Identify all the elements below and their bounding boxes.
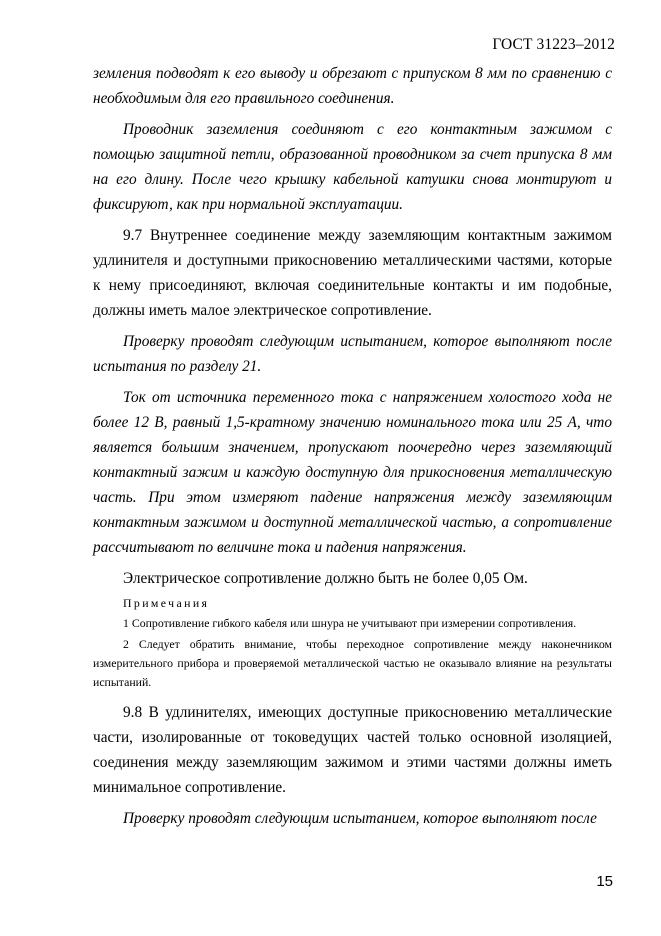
paragraph-resistance-limit: Электрическое сопротивление должно быть не более 0,05 Ом. (123, 570, 528, 587)
paragraph-continuation: земления подводят к его выводу и обрезают с припуском 8 мм по сравнению с необходимым для его правильного соединения. (93, 65, 612, 107)
paragraph-ground-conductor: Проводник заземления соединяют с его контактным зажимом с помощью защитной петли, образованной проводником за счет припуска 8 мм на его длину. После чего крышку кабельной катушки снова монтируют и фиксируют, как при нормальной эксплуатации. (93, 121, 612, 213)
paragraph-9-8: 9.8 В удлинителях, имеющих доступные прикосновению металлические части, изолированные от токоведущих частей только основной изоляцией, соединения между заземляющим зажимом и этими частями должны иметь минимальное сопротивление. (93, 704, 612, 796)
paragraph-9-7: 9.7 Внутреннее соединение между заземляющим контактным зажимом удлинителя и доступными прикосновению металлическими частями, которые к нему присоединяют, включая соединительные контакты и им подобные, должны иметь малое электрическое сопротивление. (93, 227, 612, 319)
notes-title: Примечания (123, 596, 210, 610)
paragraph-test-procedure: Проверку проводят следующим испытанием, которое выполняют после испытания по разделу 21. (93, 333, 612, 375)
paragraph-test-procedure-2: Проверку проводят следующим испытанием, которое выполняют после (123, 810, 597, 827)
page-number: 15 (596, 873, 613, 890)
note-2: 2 Следует обратить внимание, чтобы переходное сопротивление между наконечником измерительного прибора и проверяемой металлической частью не оказывало влияние на результаты испытаний. (93, 637, 612, 689)
note-1: 1 Сопротивление гибкого кабеля или шнура не учитывают при измерении сопротивления. (123, 616, 577, 630)
page-body (93, 61, 612, 831)
paragraph-current-test: Ток от источника переменного тока с напряжением холостого хода не более 12 В, равный 1,5-кратному значению номинального тока или 25 А, что является большим значением, пропускают поочередно через заземляющий контактный зажим и каждую доступную для прикосновения металлическую часть. При этом измеряют падение напряжения между заземляющим контактным зажимом и доступной металлической частью, а сопротивление рассчитывают по величине тока и падения напряжения. (93, 389, 612, 556)
document-number: ГОСТ 31223–2012 (492, 36, 615, 53)
